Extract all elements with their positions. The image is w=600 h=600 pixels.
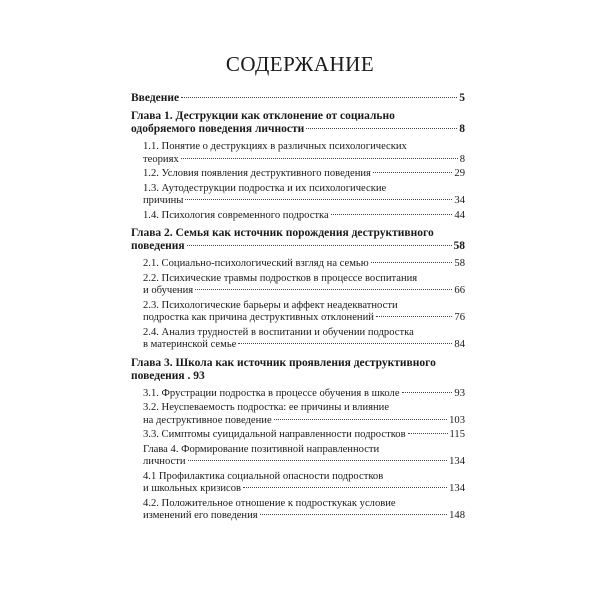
toc-entry-text: 2.3. Психологические барьеры и аффект неадекватности: [143, 299, 398, 311]
toc-entry-chapter-3: [131, 357, 465, 383]
toc-entry-text: поведения . 93: [131, 369, 205, 382]
dot-leader: [274, 419, 447, 420]
toc-entry-text: одобряемого поведения личности: [131, 123, 305, 135]
toc-entry-text: 4.1 Профилактика социальной опасности подростков: [143, 470, 384, 482]
dot-leader: [373, 172, 452, 173]
toc-entry-text: Глава 2. Семья как источник порождения деструктивного: [131, 227, 434, 239]
toc-entry-text: изменений его поведения: [143, 510, 258, 521]
toc-entry-text: на деструктивное поведение: [143, 414, 272, 426]
toc-entry-text: Глава 4. Формирование позитивной направленности: [143, 443, 380, 455]
dot-leader: [195, 289, 452, 290]
toc-entry-text: подростка как причина деструктивных отклонений: [143, 312, 374, 323]
toc-entry-2-3: [131, 300, 465, 325]
toc-entry-text: 4.2. Положительное отношение к подросткукак условие: [143, 497, 396, 509]
toc-entry-1-4: [131, 210, 465, 223]
toc-entry-text: поведения: [131, 240, 185, 252]
toc-entry-text: 1.2. Условия появления деструктивного поведения: [143, 168, 371, 179]
toc-entry-text: 3.1. Фрустрации подростка в процессе обучения в школе: [143, 387, 400, 399]
toc-page-number: 134: [449, 456, 465, 467]
toc-entry-1-1: [131, 141, 465, 166]
toc-entry-3-2: [131, 402, 465, 427]
toc-entry-text: и обучения: [143, 285, 194, 296]
toc-entry-text: 1.1. Понятие о деструкциях в различных психологических: [143, 141, 407, 152]
toc-entry-2-4: [131, 327, 465, 352]
toc-page-number: 76: [454, 312, 465, 323]
dot-leader: [306, 128, 457, 129]
toc-entry-text: 2.2. Психические травмы подростков в процессе воспитания: [143, 272, 418, 284]
toc-entry-4-1: [131, 471, 465, 496]
toc-entry-text: Глава 1. Деструкции как отклонение от социально: [131, 110, 395, 122]
dot-leader: [376, 316, 452, 317]
toc-entry-text: 3.2. Неуспеваемость подростка: ее причины и влияние: [143, 402, 390, 413]
dot-leader: [187, 245, 452, 246]
toc-entry-4-2: [131, 498, 465, 523]
toc-page-number: 44: [454, 209, 465, 221]
dot-leader: [185, 199, 452, 200]
toc-page-number: 8: [459, 123, 465, 135]
toc-page-number: 103: [449, 414, 465, 426]
toc-entry-text: в материнской семье: [143, 339, 237, 350]
dot-leader: [331, 214, 453, 215]
dot-leader: [188, 460, 448, 461]
toc-entry-introduction: [131, 92, 465, 105]
dot-leader: [238, 343, 452, 344]
toc-entry-2-1: [131, 258, 465, 271]
toc-entry-text: причины: [143, 195, 184, 206]
toc-entry-text: 1.3. Аутодеструкции подростка и их психологические: [143, 182, 387, 194]
toc-entry-1-2: [131, 168, 465, 181]
toc-entry-2-2: [131, 273, 465, 298]
dot-leader: [371, 262, 453, 263]
dot-leader: [181, 97, 457, 98]
toc-page-number: 58: [454, 258, 465, 269]
toc-page-number: 148: [449, 510, 465, 521]
dot-leader: [243, 487, 447, 488]
toc-entry-text: 1.4. Психология современного подростка: [143, 209, 329, 221]
toc-entry-text: личности: [143, 456, 186, 467]
toc-entry-chapter-2: [131, 227, 465, 253]
toc-entry-chapter-1: [131, 110, 465, 136]
toc-entry-text: 3.3. Симптомы суицидальной направленности подростков: [143, 429, 406, 440]
dot-leader: [402, 392, 453, 393]
toc-entry-1-3: [131, 183, 465, 208]
toc-page-number: 84: [454, 339, 465, 350]
toc-page-number: 134: [449, 483, 465, 494]
toc-page-number: 5: [459, 92, 465, 104]
toc-entry-text: Введение: [131, 92, 180, 104]
toc-page-number: 34: [454, 195, 465, 206]
dot-leader: [181, 158, 458, 159]
toc-entry-text: и школьных кризисов: [143, 483, 242, 494]
toc-entry-text: 2.4. Анализ трудностей в воспитании и обучении подростка: [143, 326, 414, 338]
page-title: СОДЕРЖАНИЕ: [225, 52, 375, 76]
toc-page-number: 29: [454, 168, 465, 179]
toc-page-number: 8: [459, 153, 465, 165]
toc-page-number: 93: [454, 387, 465, 399]
toc-entry-text: Глава 3. Школа как источник проявления деструктивного: [131, 356, 436, 369]
toc-entry-text: 2.1. Социально-психологический взгляд на семью: [143, 258, 369, 269]
toc-page-number: 66: [454, 285, 465, 296]
toc-entry-chapter-4: [131, 444, 465, 469]
toc-page-number: 115: [449, 429, 465, 440]
toc-page-number: 58: [453, 240, 465, 252]
dot-leader: [260, 514, 447, 515]
toc-entry-3-3: [131, 429, 465, 442]
toc-entry-text: теориях: [143, 153, 179, 165]
dot-leader: [408, 433, 448, 434]
toc-entry-3-1: [131, 388, 465, 401]
table-of-contents: [131, 92, 465, 523]
